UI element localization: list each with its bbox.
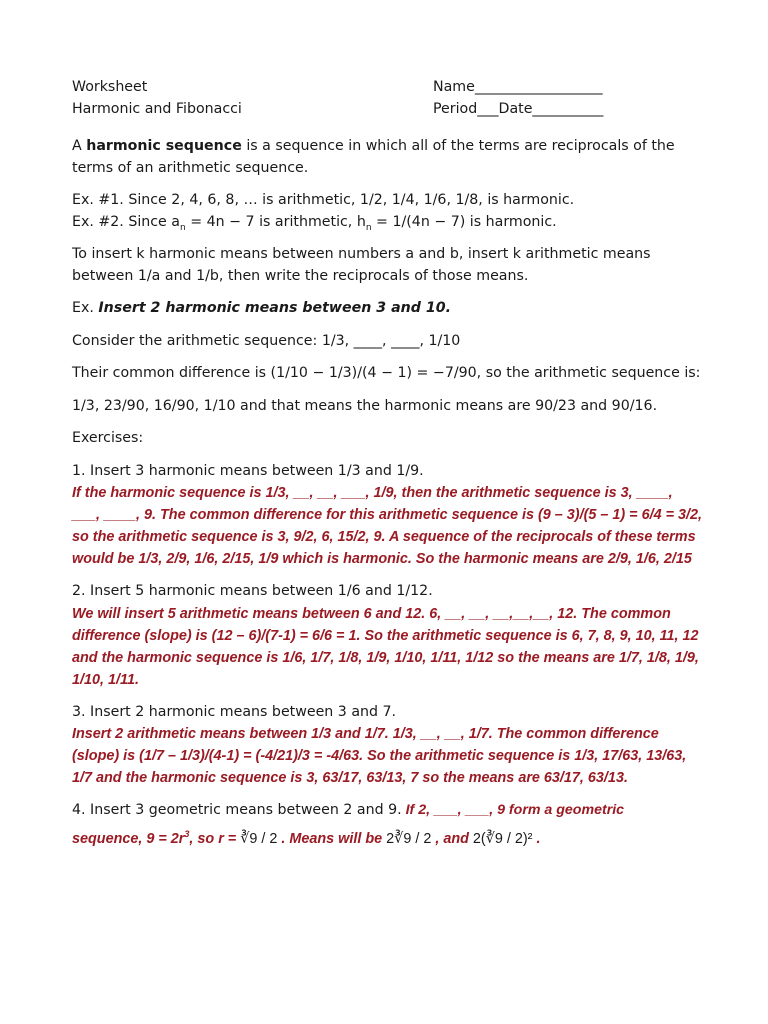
q4-exponent: 3 [184, 828, 190, 839]
definition-paragraph [72, 136, 702, 179]
q1-question: 1. Insert 3 harmonic means between 1/3 and 1/9. [72, 462, 424, 479]
q4-answer-part-2e: . [532, 830, 541, 847]
ex2-part-a: Ex. #2. Since a [72, 213, 180, 230]
q1-answer-text: If the harmonic sequence is 1/3, __, __, ___, 1/9, then the arithmetic sequence is 3, ____, ___, ____, 9. The common difference for this arithmetic sequence is (9 – 3)/(5 – 1) = 6/4 = 3/2, so the arithmetic sequence is 3, 9/2, 6, 15/2, 9. A sequence of the reciprocals of these terms would be 1/3, 2/9, 1/6, 2/15, 1/9 which is harmonic. So the harmonic means are [72, 485, 702, 567]
header-right [433, 76, 603, 120]
q2-answer [72, 603, 702, 691]
q4-question-line [72, 800, 702, 822]
q2-answer-end: . [134, 671, 139, 688]
q1-answer [72, 482, 702, 570]
q4-answer-part-2c: . Means will be [277, 830, 387, 847]
q3-final-answer: 63/17, 63/13 [543, 770, 624, 786]
example-title-end: . [445, 300, 452, 316]
worksheet-page [72, 76, 702, 854]
example-title: Insert 2 harmonic means between 3 and 10 [98, 300, 446, 316]
ex2-sub-1: n [180, 222, 186, 233]
q4-question: 4. Insert 3 geometric means between 2 and 9. [72, 802, 402, 818]
example-result: 1/3, 23/90, 16/90, 1/10 and that means the harmonic means are 90/23 and 90/16. [72, 397, 658, 414]
example-prefix: Ex. [72, 300, 99, 316]
period-date-field: Period___Date__________ [433, 101, 604, 117]
q4-answer-part-2d: , and [431, 830, 473, 847]
q1-final-answer: 2/9, 1/6, 2/15 [607, 551, 692, 567]
example-1: Ex. #1. Since 2, 4, 6, 8, … is arithmetic, 1/2, 1/4, 1/6, 1/8, is harmonic. [72, 192, 575, 208]
q3-answer-end: . [623, 770, 628, 786]
definition-term: harmonic sequence [86, 138, 242, 154]
q4-answer-part-2a: sequence, 9 = 2r [72, 830, 185, 847]
q3-answer-text: Insert 2 arithmetic means between 1/3 and 1/7. 1/3, __, __, 1/7. The common difference (slope) is (1/7 – 1/3)/(4-1) = (-4/21)/3 = -4/63. So the arithmetic sequence is 1/3, 17/63, 13/63, 1/7 and the harmonic sequence is 3, 63/17, 63/13, 7 so the means are [72, 726, 687, 786]
insert-rule-paragraph: To insert k harmonic means between numbers a and b, insert k arithmetic means between 1/a and 1/b, then write the reciprocals of those means. [72, 246, 651, 284]
definition-prefix: A [72, 138, 87, 154]
q4-cube-root-3: 2(∛9 / 2)² [472, 830, 533, 847]
example-difference: Their common difference is (1/10 − 1/3)/(4 − 1) = −7/90, so the arithmetic sequence is: [72, 365, 701, 381]
q2-question: 2. Insert 5 harmonic means between 1/6 and 1/12. [72, 583, 433, 599]
q4-answer-line [72, 824, 702, 854]
q3-question: 3. Insert 2 harmonic means between 3 and 7. [72, 703, 397, 720]
ex2-part-c: = 1/(4n − 7) is harmonic. [371, 213, 557, 230]
name-field: Name__________________ [433, 79, 603, 95]
worksheet-header [72, 76, 702, 122]
q4-cube-root-1: ∛9 / 2 [240, 830, 278, 847]
q4-answer-part-1: If 2, ___, ___, 9 form a geometric [401, 802, 625, 818]
worksheet-subtitle: Harmonic and Fibonacci [72, 101, 242, 117]
definition-rest: is a sequence in which all of the terms are reciprocals of the terms of an arithmetic sequence. [72, 138, 675, 176]
q4-answer-part-2b: , so r = [189, 830, 241, 847]
ex2-part-b: = 4n − 7 is arithmetic, h [185, 213, 366, 230]
example-2 [72, 212, 702, 234]
example-consider: Consider the arithmetic sequence: 1/3, ____, ____, 1/10 [72, 332, 461, 349]
worksheet-title: Worksheet [72, 79, 148, 95]
ex2-sub-2: n [365, 222, 372, 233]
q4-cube-root-2: 2∛9 / 2 [386, 830, 432, 847]
q3-answer [72, 723, 702, 789]
example-heading [72, 298, 702, 320]
header-left [72, 76, 242, 120]
exercises-label: Exercises: [72, 430, 144, 446]
q2-answer-text: We will insert 5 arithmetic means between 6 and 12. 6, __, __, __,__,__, 12. The common difference (slope) is (12 – 6)/(7-1) = 6/6 = 1. So the arithmetic sequence is 6, 7, 8, 9, 10, 11, 12 and the harmonic sequence is 1/6, 1/7, 1/8, 1/9, 1/10, 1/11, 1/12 so the means are [72, 605, 699, 666]
q2-final-answer: 1/7, 1/8, 1/9, 1/10, 1/11 [72, 649, 699, 688]
